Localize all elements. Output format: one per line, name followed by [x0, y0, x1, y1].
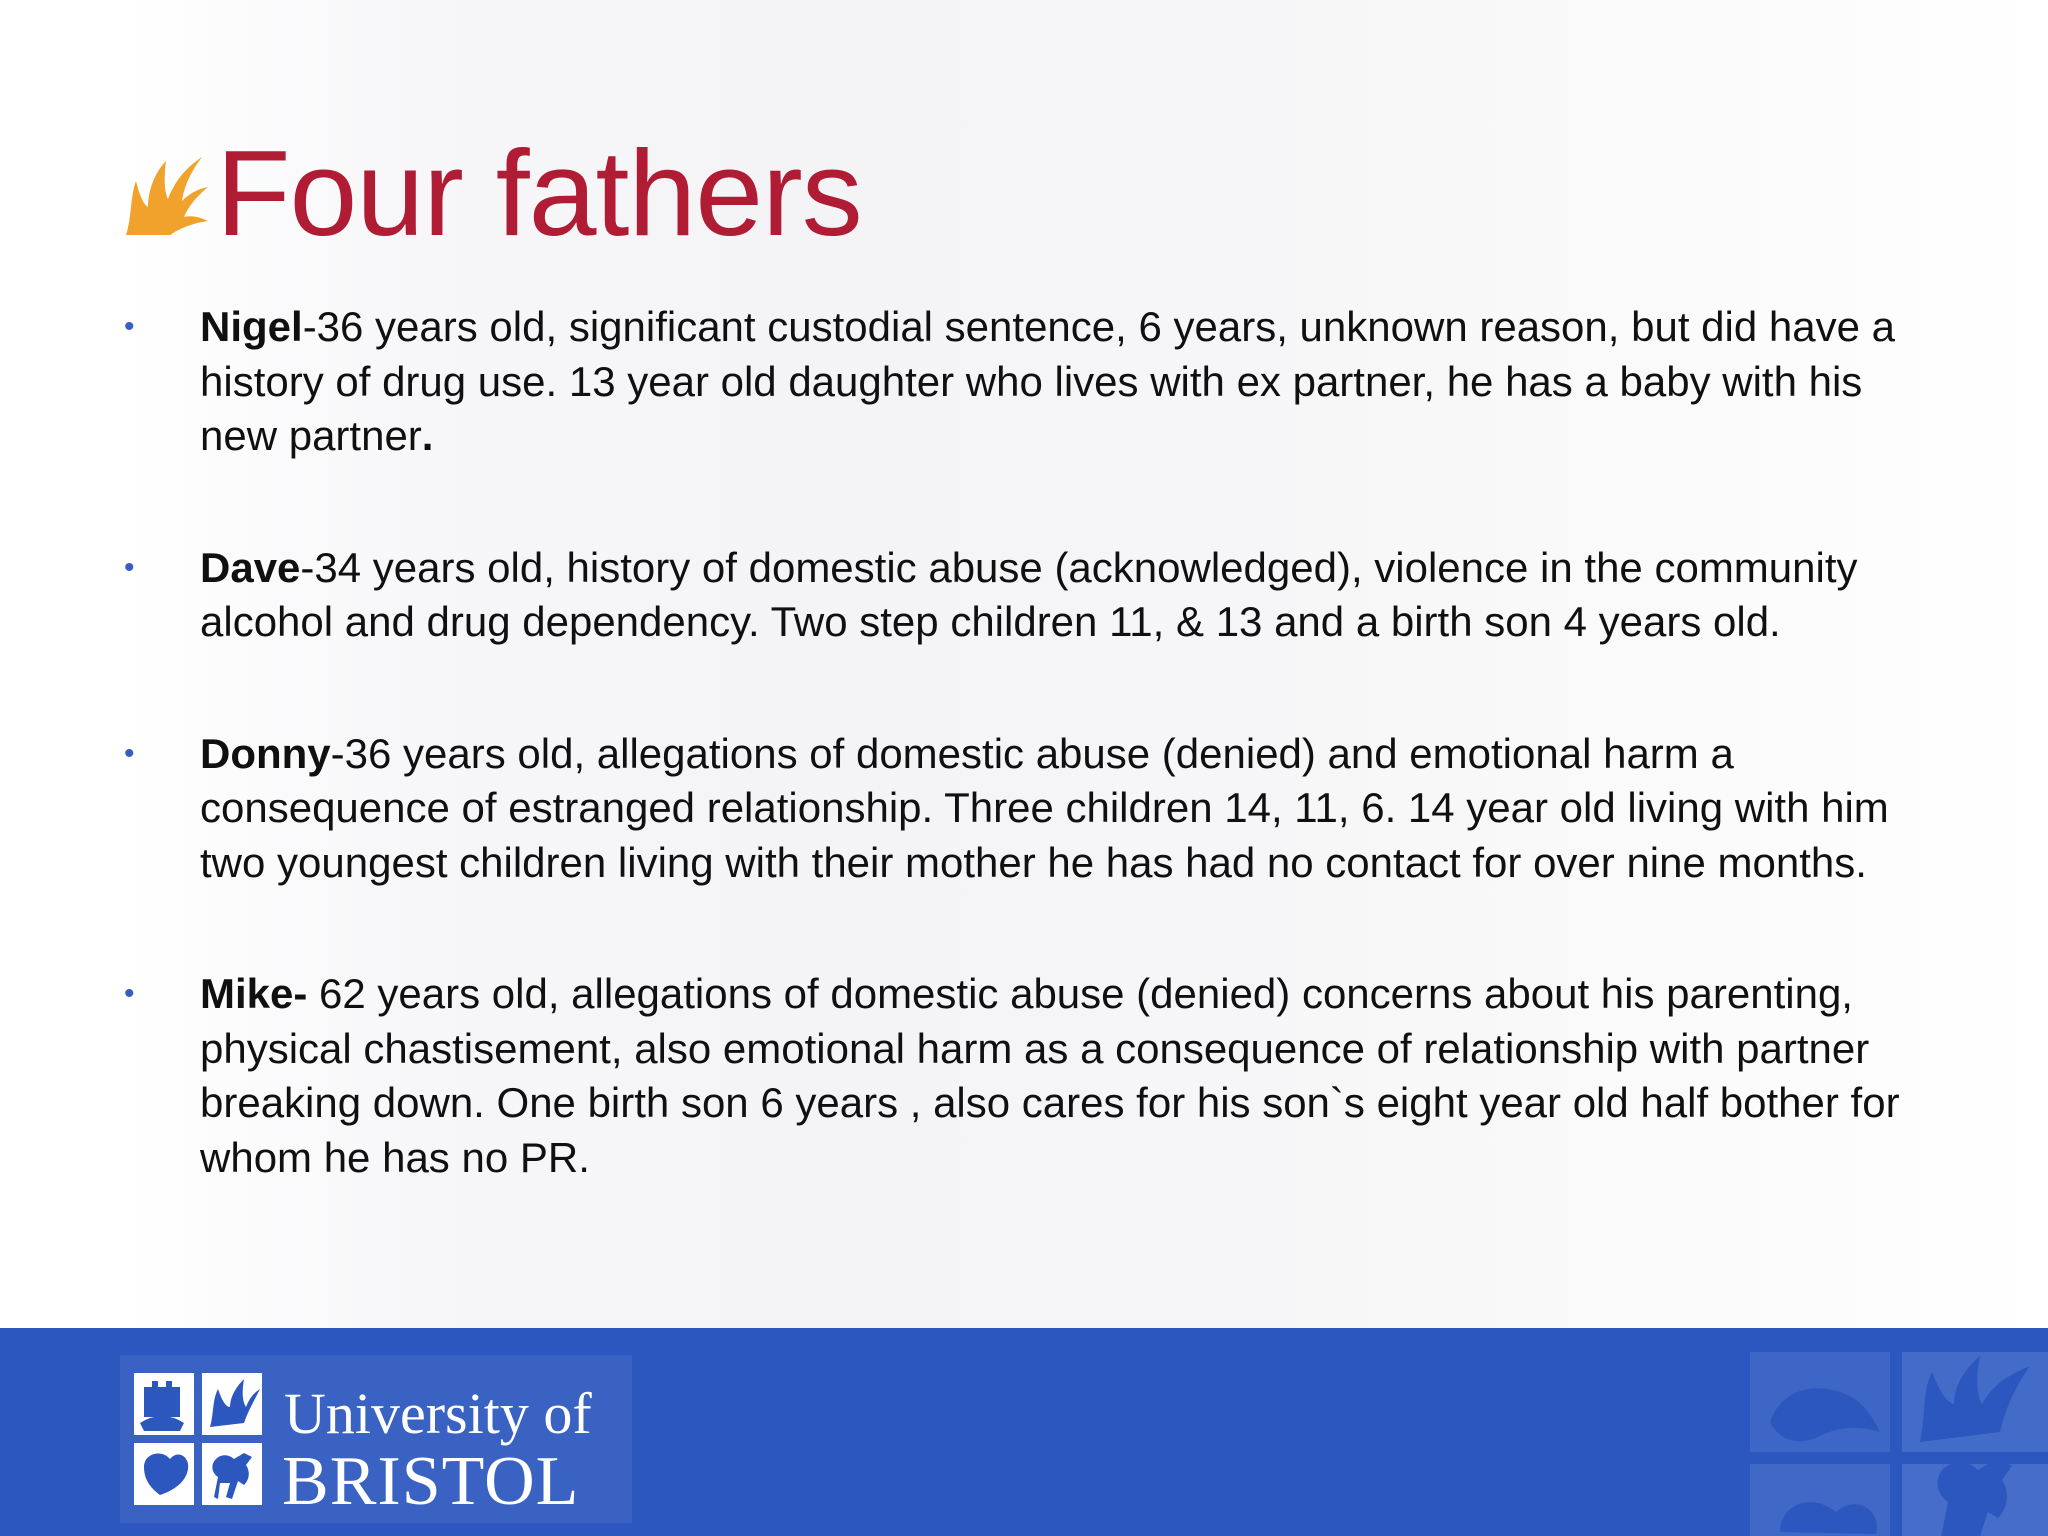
logo-text-bristol: BRISTOL [282, 1443, 580, 1520]
bullet-text: -34 years old, history of domestic abuse (acknowledged), violence in the community alcohol and drug dependency. Two step children 11, & 13 and a birth son 4 years old. [200, 543, 1858, 645]
bullet-text: -36 years old, allegations of domestic abuse (denied) and emotional harm a consequence of estranged relationship. Three children 14, 11, 6. 14 year old living with him two youngest children living with their mother he has had no contact for over nine months. [200, 729, 1889, 886]
bullet-marker: • [124, 977, 135, 1010]
bullet-list [122, 300, 1922, 1185]
flame-icon [122, 147, 210, 239]
list-item [122, 300, 1922, 464]
bullet-text: 62 years old, allegations of domestic abuse (denied) concerns about his parenting, physical chastisement, also emotional harm as a consequence of relationship with partner breaking down. One birth son 6 years , also cares for his son`s eight year old half bother for whom he has no PR. [200, 970, 1900, 1181]
page-title: Four fathers [216, 125, 862, 261]
bullet-name: Mike- [200, 970, 308, 1017]
bullet-name: Donny [200, 729, 331, 777]
logo-text-university: University of [284, 1381, 592, 1446]
footer-band [0, 1328, 2048, 1536]
university-logo [120, 1355, 632, 1523]
bullet-marker: • [124, 310, 135, 343]
list-item [122, 727, 1922, 891]
list-item [122, 967, 1922, 1185]
title-row [122, 125, 862, 261]
bullet-name: Dave [200, 543, 301, 591]
bullet-tail: . [421, 412, 434, 459]
bullet-marker: • [124, 736, 135, 770]
bullet-marker: • [124, 550, 135, 584]
crest-icon [130, 1367, 266, 1509]
list-item [122, 541, 1922, 650]
bullet-text: -36 years old, significant custodial sentence, 6 years, unknown reason, but did have a history of drug use. 13 year old daughter who lives with ex partner, he has a baby with his new partner [200, 303, 1895, 459]
crest-watermark-icon [1750, 1342, 2048, 1536]
bullet-name: Nigel [200, 303, 303, 350]
